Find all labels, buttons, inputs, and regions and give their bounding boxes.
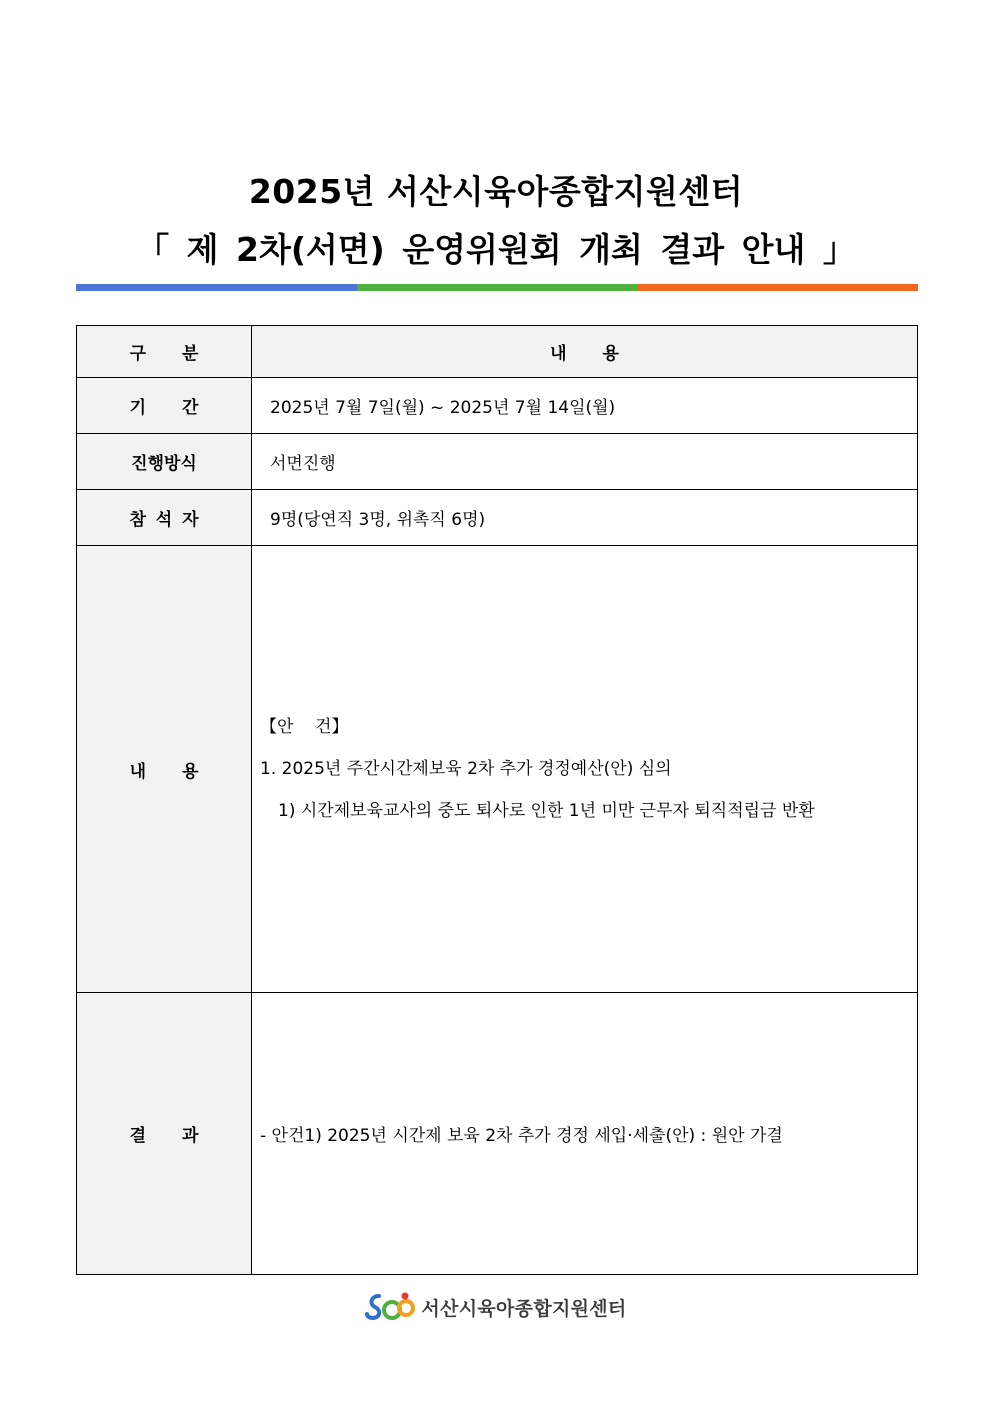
header-category: 구 분 xyxy=(77,326,252,378)
header-content: 내 용 xyxy=(252,326,918,378)
center-logo-icon xyxy=(365,1290,417,1324)
row-label-result: 결 과 xyxy=(77,993,252,1275)
row-label-period: 기 간 xyxy=(77,378,252,434)
row-label-content: 내 용 xyxy=(77,546,252,993)
info-table xyxy=(76,325,918,1275)
row-label-method: 진행방식 xyxy=(77,434,252,490)
row-value-result: - 안건1) 2025년 시간제 보육 2차 추가 경정 세입·세출(안) : 원안 가결 xyxy=(252,993,918,1275)
divider-green-segment xyxy=(357,284,638,291)
row-label-attendees: 참 석 자 xyxy=(77,490,252,546)
table-row-result xyxy=(77,993,918,1275)
agenda-item-1-sub-1: 1) 시간제보육교사의 중도 퇴사로 인한 1년 미만 근무자 퇴직적립금 반환 xyxy=(278,801,815,821)
table-row xyxy=(77,378,918,434)
document-subtitle: 「 제 2차(서면) 운영위원회 개최 결과 안내 」 xyxy=(136,230,856,269)
document-title: 2025년 서산시육아종합지원센터 xyxy=(248,172,744,211)
row-value-method: 서면진행 xyxy=(252,434,918,490)
table-row-content xyxy=(77,546,918,993)
footer xyxy=(0,1290,992,1324)
divider-blue-segment xyxy=(76,284,357,291)
row-value-content xyxy=(252,546,918,993)
row-value-period: 2025년 7월 7일(월) ~ 2025년 7월 14일(월) xyxy=(252,378,918,434)
row-value-attendees: 9명(당연직 3명, 위촉직 6명) xyxy=(252,490,918,546)
footer-org-name: 서산시육아종합지원센터 xyxy=(421,1297,627,1320)
agenda-heading: 【안 건】 xyxy=(260,717,349,737)
table-row xyxy=(77,434,918,490)
agenda-item-1: 1. 2025년 주간시간제보육 2차 추가 경정예산(안) 심의 xyxy=(260,759,672,779)
tricolor-divider xyxy=(76,284,918,291)
table-row xyxy=(77,490,918,546)
divider-orange-segment xyxy=(637,284,918,291)
table-header-row xyxy=(77,326,918,378)
